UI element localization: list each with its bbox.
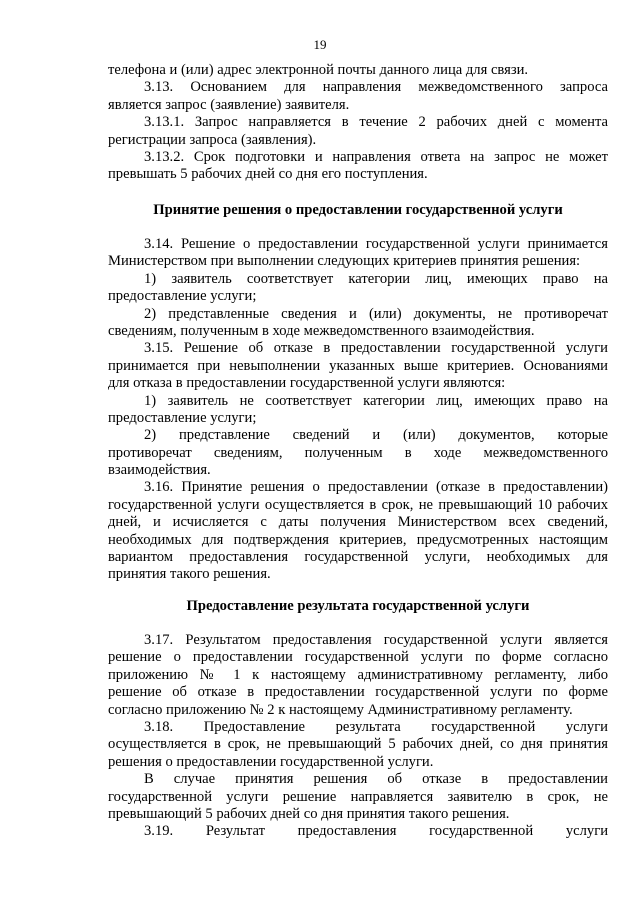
text-line: 3.13. Основанием для направления межведомственного запроса (144, 79, 608, 96)
text-line: приложению № 1 к настоящему административному регламенту, либо (108, 666, 608, 683)
text-line: государственной услуги решение направляется заявителю в срок, не (108, 788, 608, 805)
text-line: превышать 5 рабочих дней со дня его поступления. (108, 166, 428, 183)
text-line: взаимодействия. (108, 462, 211, 479)
text-line: превышающий 5 рабочих дней со дня принятия такого решения. (108, 805, 510, 822)
heading-result: Предоставление результата государственной услуги (186, 598, 530, 614)
text-line: является запрос (заявление) заявителя. (108, 96, 350, 113)
text-line: необходимых для подтверждения критериев, предусмотренных настоящим (108, 531, 608, 548)
text-line: государственной услуги осуществляется в срок, не превышающий 10 рабочих (108, 496, 608, 513)
text-line: решение о предоставлении государственной услуги по форме согласно (108, 649, 608, 666)
text-line: 3.13.2. Срок подготовки и направления ответа на запрос не может (144, 148, 608, 165)
text-line: принятия такого решения. (108, 566, 271, 583)
text-line: 3.17. Результатом предоставления государственной услуги является (144, 632, 608, 648)
text-line: принимается при невыполнении указанных выше критериев. Основаниями (108, 357, 608, 374)
section-decision (108, 236, 608, 584)
page-number: 19 (313, 37, 327, 52)
text-line: предоставление услуги; (108, 288, 257, 305)
text-line: решение об отказе в предоставлении государственной услуги по форме (108, 684, 608, 701)
section-result (108, 632, 608, 841)
text-line: 2) представление сведений и (или) документов, которые (144, 427, 608, 444)
text-line: регистрации запроса (заявления). (108, 131, 317, 148)
section-interagency-request (108, 62, 608, 184)
text-line: 3.14. Решение о предоставлении государственной услуги принимается (144, 236, 608, 252)
text-line: противоречат сведениям, полученным в ходе межведомственного (108, 444, 608, 461)
text-line: сведениям, полученным в ходе межведомственного взаимодействия. (108, 322, 535, 339)
text-line: 3.19. Результат предоставления государственной услуги (144, 823, 608, 840)
text-line: решения о предоставлении государственной услуги. (108, 753, 434, 770)
text-line: 3.15. Решение об отказе в предоставлении государственной услуги (144, 340, 608, 357)
text-line: телефона и (или) адрес электронной почты данного лица для связи. (108, 62, 529, 78)
text-line: 3.13.1. Запрос направляется в течение 2 рабочих дней с момента (144, 114, 608, 131)
text-line: 3.16. Принятие решения о предоставлении (отказе в предоставлении) (144, 479, 608, 496)
text-line: для отказа в предоставлении государственной услуги являются: (108, 375, 506, 392)
text-line: 2) представленные сведения и (или) документы, не противоречат (144, 305, 608, 322)
text-line: 3.18. Предоставление результата государственной услуги (144, 718, 608, 735)
text-line: Министерством при выполнении следующих критериев принятия решения: (108, 253, 581, 270)
text-line: дней, и исчисляется с даты получения Министерством всех сведений, (108, 514, 608, 531)
text-line: согласно приложению № 2 к настоящему Административному регламенту. (108, 701, 573, 718)
text-line: В случае принятия решения об отказе в предоставлении (144, 771, 608, 788)
text-line: предоставление услуги; (108, 409, 257, 426)
text-line: 1) заявитель соответствует категории лиц, имеющих право на (144, 270, 608, 287)
text-line: 1) заявитель не соответствует категории лиц, имеющих право на (144, 392, 608, 409)
text-line: осуществляется в срок, не превышающий 5 рабочих дней, со дня принятия (108, 736, 608, 753)
text-line: вариантом предоставления государственной услуги, необходимых для (108, 549, 608, 566)
heading-decision: Принятие решения о предоставлении государственной услуги (153, 202, 563, 218)
